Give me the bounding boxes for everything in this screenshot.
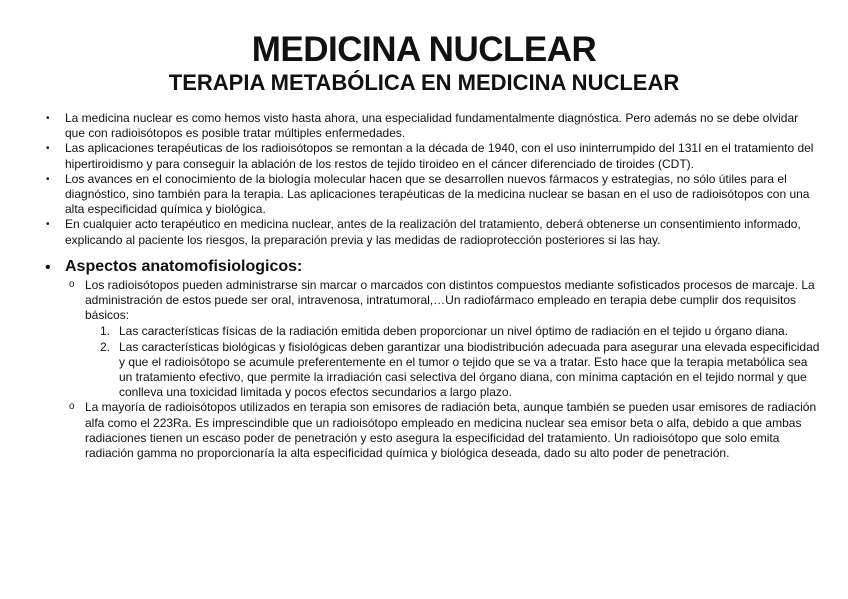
section-aspectos [40, 258, 820, 461]
section-sub-list [65, 278, 820, 461]
section-sub-item [65, 400, 820, 461]
requirement-number: 1. [100, 324, 111, 339]
section-sub-item-text: Los radioisótopos pueden administrarse sin marcar o marcados con distintos compuestos mediante sofisticados procesos de marcaje. La administración de estos puede ser oral, intravenosa, intratumoral,…Un radiofármaco empleado en terapia debe cumplir dos requisitos básicos: [85, 277, 815, 323]
intro-bullet-list [40, 111, 820, 248]
requirement-text: Las características biológicas y fisiológicas deben garantizar una biodistribución adecuada para asegurar una elevada especificidad y que el radioisótopo se acumule preferentemente en el tumor o tejido que se va a tratar. Esto hace que la terapia metabólica sea un tratamiento efectivo, que permite la irradiación casi selectiva del órgano diana, con mínima captación en el tejido normal y que conlleva una toxicidad limitada y pocos efectos secundarios a largo plazo. [119, 339, 820, 400]
section-sub-item-text: La mayoría de radioisótopos utilizados en terapia son emisores de radiación beta, aunque también se pueden usar emisores de radiación alfa como el 223Ra. Es imprescindible que un radioisótopo empleado en medicina nuclear sea emisor beta o alfa, debido a que ambas radiaciones tienen un escaso poder de penetración y esto asegura la especificidad del tratamiento. Un radioisótopo que solo emita radiación gamma no proporcionaría la alta especificidad química y biológica deseada, dado su alto poder de penetración. [85, 400, 817, 461]
requirement-number: 2. [100, 339, 111, 354]
section-heading: Aspectos anatomofisiologicos: [65, 257, 303, 275]
intro-bullet-item: • En cualquier acto terapéutico en medicina nuclear, antes de la realización del tratamiento, deberá obtenerse un consentimiento informado, explicando al paciente los riesgos, la preparación previa y las medidas de radioprotección posteriores si las hay. [40, 217, 820, 247]
section-bullet-icon: • [45, 258, 51, 276]
intro-bullet-item: • Los avances en el conocimiento de la biología molecular hacen que se desarrollen nuevos fármacos y estrategias, no sólo útiles para el diagnóstico, sino también para la terapia. Las aplicaciones terapéuticas de la medicina nuclear se basan en el uso de radioisótopos con una alta especificidad química y biológica. [40, 172, 820, 218]
intro-bullet-item: • Las aplicaciones terapéuticas de los radioisótopos se remontan a la década de 1940, con el uso ininterrumpido del 131I en el tratamiento del hipertiroidismo y para conseguir la ablación de los restos de tejido tiroideo en el cáncer diferenciado de tiroides (CDT). [40, 141, 820, 171]
requirements-list [85, 324, 820, 400]
intro-bullet-item: • La medicina nuclear es como hemos visto hasta ahora, una especialidad fundamentalmente diagnóstica. Pero además no se debe olvidar que con radioisótopos es posible tratar múltiples enfermedades. [40, 111, 820, 141]
slide-title: MEDICINA NUCLEAR [251, 30, 597, 69]
requirement-item [85, 340, 820, 401]
section-sub-item [65, 278, 820, 401]
requirement-text: Las características físicas de la radiación emitida deben proporcionar un nivel óptimo de radiación en el tejido u órgano diana. [119, 324, 789, 339]
requirement-item [85, 324, 820, 339]
slide-content [40, 111, 820, 461]
slide-subtitle: TERAPIA METABÓLICA EN MEDICINA NUCLEAR [168, 70, 680, 95]
